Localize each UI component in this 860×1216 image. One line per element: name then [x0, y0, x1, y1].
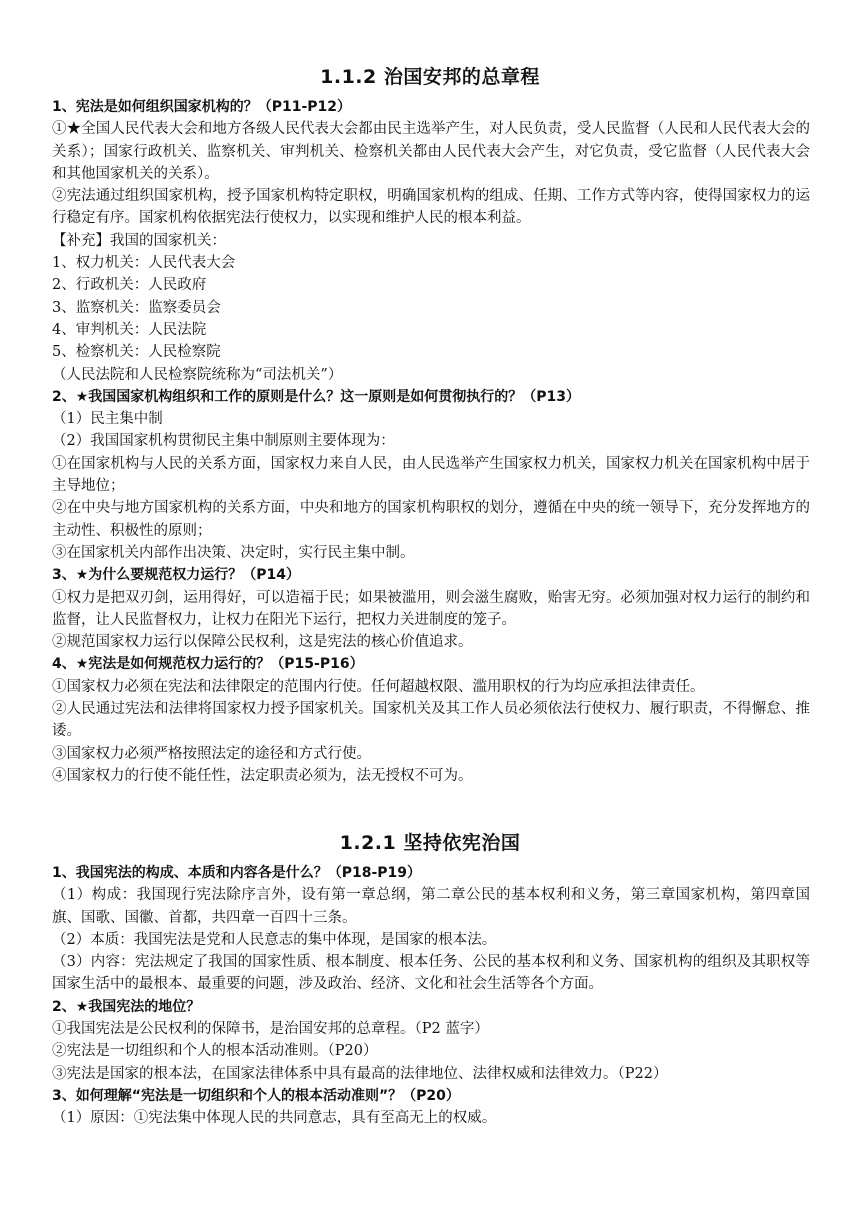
section-body: [52, 96, 810, 787]
list-item: 5、检察机关：人民检察院: [52, 344, 221, 361]
answer-paragraph: ③在国家机关内部作出决策、决定时，实行民主集中制。: [52, 544, 415, 561]
section-body: [52, 862, 810, 1130]
answer-paragraph: ①★全国人民代表大会和地方各级人民代表大会都由民主选举产生，对人民负责，受人民监督（人民和人民代表大会的关系）；国家行政机关、监察机关、审判机关、检察机关都由人民代表大会产生，对它负责，受它监督（人民代表大会和其他国家机关的关系）。: [52, 121, 810, 182]
answer-paragraph: ①国家权力必须在宪法和法律限定的范围内行使。任何超越权限、滥用职权的行为均应承担法律责任。: [52, 678, 705, 695]
answer-paragraph: ②在中央与地方国家机构的关系方面，中央和地方的国家机构职权的划分，遵循在中央的统一领导下，充分发挥地方的主动性、积极性的原则；: [52, 500, 810, 539]
answer-paragraph: ④国家权力的行使不能任性，法定职责必须为，法无授权不可为。: [52, 767, 473, 784]
supplement-heading: 【补充】我国的国家机关：: [52, 232, 226, 249]
answer-paragraph: （1）原因：①宪法集中体现人民的共同意志，具有至高无上的权威。: [52, 1110, 497, 1127]
answer-paragraph: ③国家权力必须严格按照法定的途径和方式行使。: [52, 745, 371, 762]
list-item: 3、监察机关：监察委员会: [52, 299, 221, 316]
section-title: 1.1.2 治国安邦的总章程: [320, 66, 540, 88]
organs-note: （人民法院和人民检察院统称为“司法机关”）: [52, 366, 343, 383]
section-title: 1.2.1 坚持依宪治国: [339, 832, 521, 854]
answer-paragraph: （1）民主集中制: [52, 411, 163, 428]
list-item: 1、权力机关：人民代表大会: [52, 255, 236, 272]
answer-paragraph: （1）构成：我国现行宪法除序言外，设有第一章总纲，第二章公民的基本权利和义务，第三章国家机构，第四章国旗、国歌、国徽、首都，共四章一百四十三条。: [52, 887, 810, 926]
answer-paragraph: ②宪法是一切组织和个人的根本活动准则。（P20）: [52, 1043, 378, 1060]
question-heading: 3、如何理解“宪法是一切组织和个人的根本活动准则”？（P20）: [52, 1087, 460, 1104]
answer-paragraph: ①我国宪法是公民权利的保障书，是治国安邦的总章程。（P2 蓝字）: [52, 1021, 489, 1038]
question-heading: 3、★为什么要规范权力运行？（P14）: [52, 567, 301, 584]
answer-paragraph: ①在国家机构与人民的关系方面，国家权力来自人民，由人民选举产生国家权力机关，国家权力机关在国家机构中居于主导地位；: [52, 455, 810, 495]
answer-paragraph: ③宪法是国家的根本法，在国家法律体系中具有最高的法律地位、法律权威和法律效力。（P22）: [52, 1065, 668, 1082]
answer-paragraph: （2）本质：我国宪法是党和人民意志的集中体现，是国家的根本法。: [52, 931, 497, 948]
answer-paragraph: ①权力是把双刃剑，运用得好，可以造福于民；如果被滥用，则会滋生腐败，贻害无穷。必须加强对权力运行的制约和监督，让人民监督权力，让权力在阳光下运行，把权力关进制度的笼子。: [52, 589, 810, 628]
answer-paragraph: ②人民通过宪法和法律将国家权力授予国家机关。国家机关及其工作人员必须依法行使权力、履行职责，不得懈怠、推诿。: [52, 701, 810, 740]
answer-paragraph: （2）我国国家机构贯彻民主集中制原则主要体现为：: [52, 433, 395, 450]
question-heading: 4、★宪法是如何规范权力运行的？（P15-P16）: [52, 656, 364, 673]
question-heading: 2、★我国宪法的地位？: [52, 998, 201, 1015]
question-heading: 1、我国宪法的构成、本质和内容各是什么？（P18-P19）: [52, 865, 422, 881]
list-item: 2、行政机关：人民政府: [52, 277, 207, 294]
list-item: 4、审判机关：人民法院: [52, 321, 207, 338]
question-heading: 1、宪法是如何组织国家机构的？（P11-P12）: [52, 99, 352, 115]
answer-paragraph: ②规范国家权力运行以保障公民权利，这是宪法的核心价值追求。: [52, 634, 473, 651]
answer-paragraph: ②宪法通过组织国家机构，授予国家机构特定职权，明确国家机构的组成、任期、工作方式等内容，使得国家权力的运行稳定有序。国家机构依据宪法行使权力，以实现和维护人民的根本利益。: [52, 188, 810, 227]
answer-paragraph: （3）内容：宪法规定了我国的国家性质、根本制度、根本任务、公民的基本权利和义务、国家机构的组织及其职权等国家生活中的最根本、最重要的问题，涉及政治、经济、文化和社会生活等各个方面。: [52, 954, 810, 993]
question-heading: 2、★我国国家机构组织和工作的原则是什么？这一原则是如何贯彻执行的？（P13）: [52, 388, 581, 405]
